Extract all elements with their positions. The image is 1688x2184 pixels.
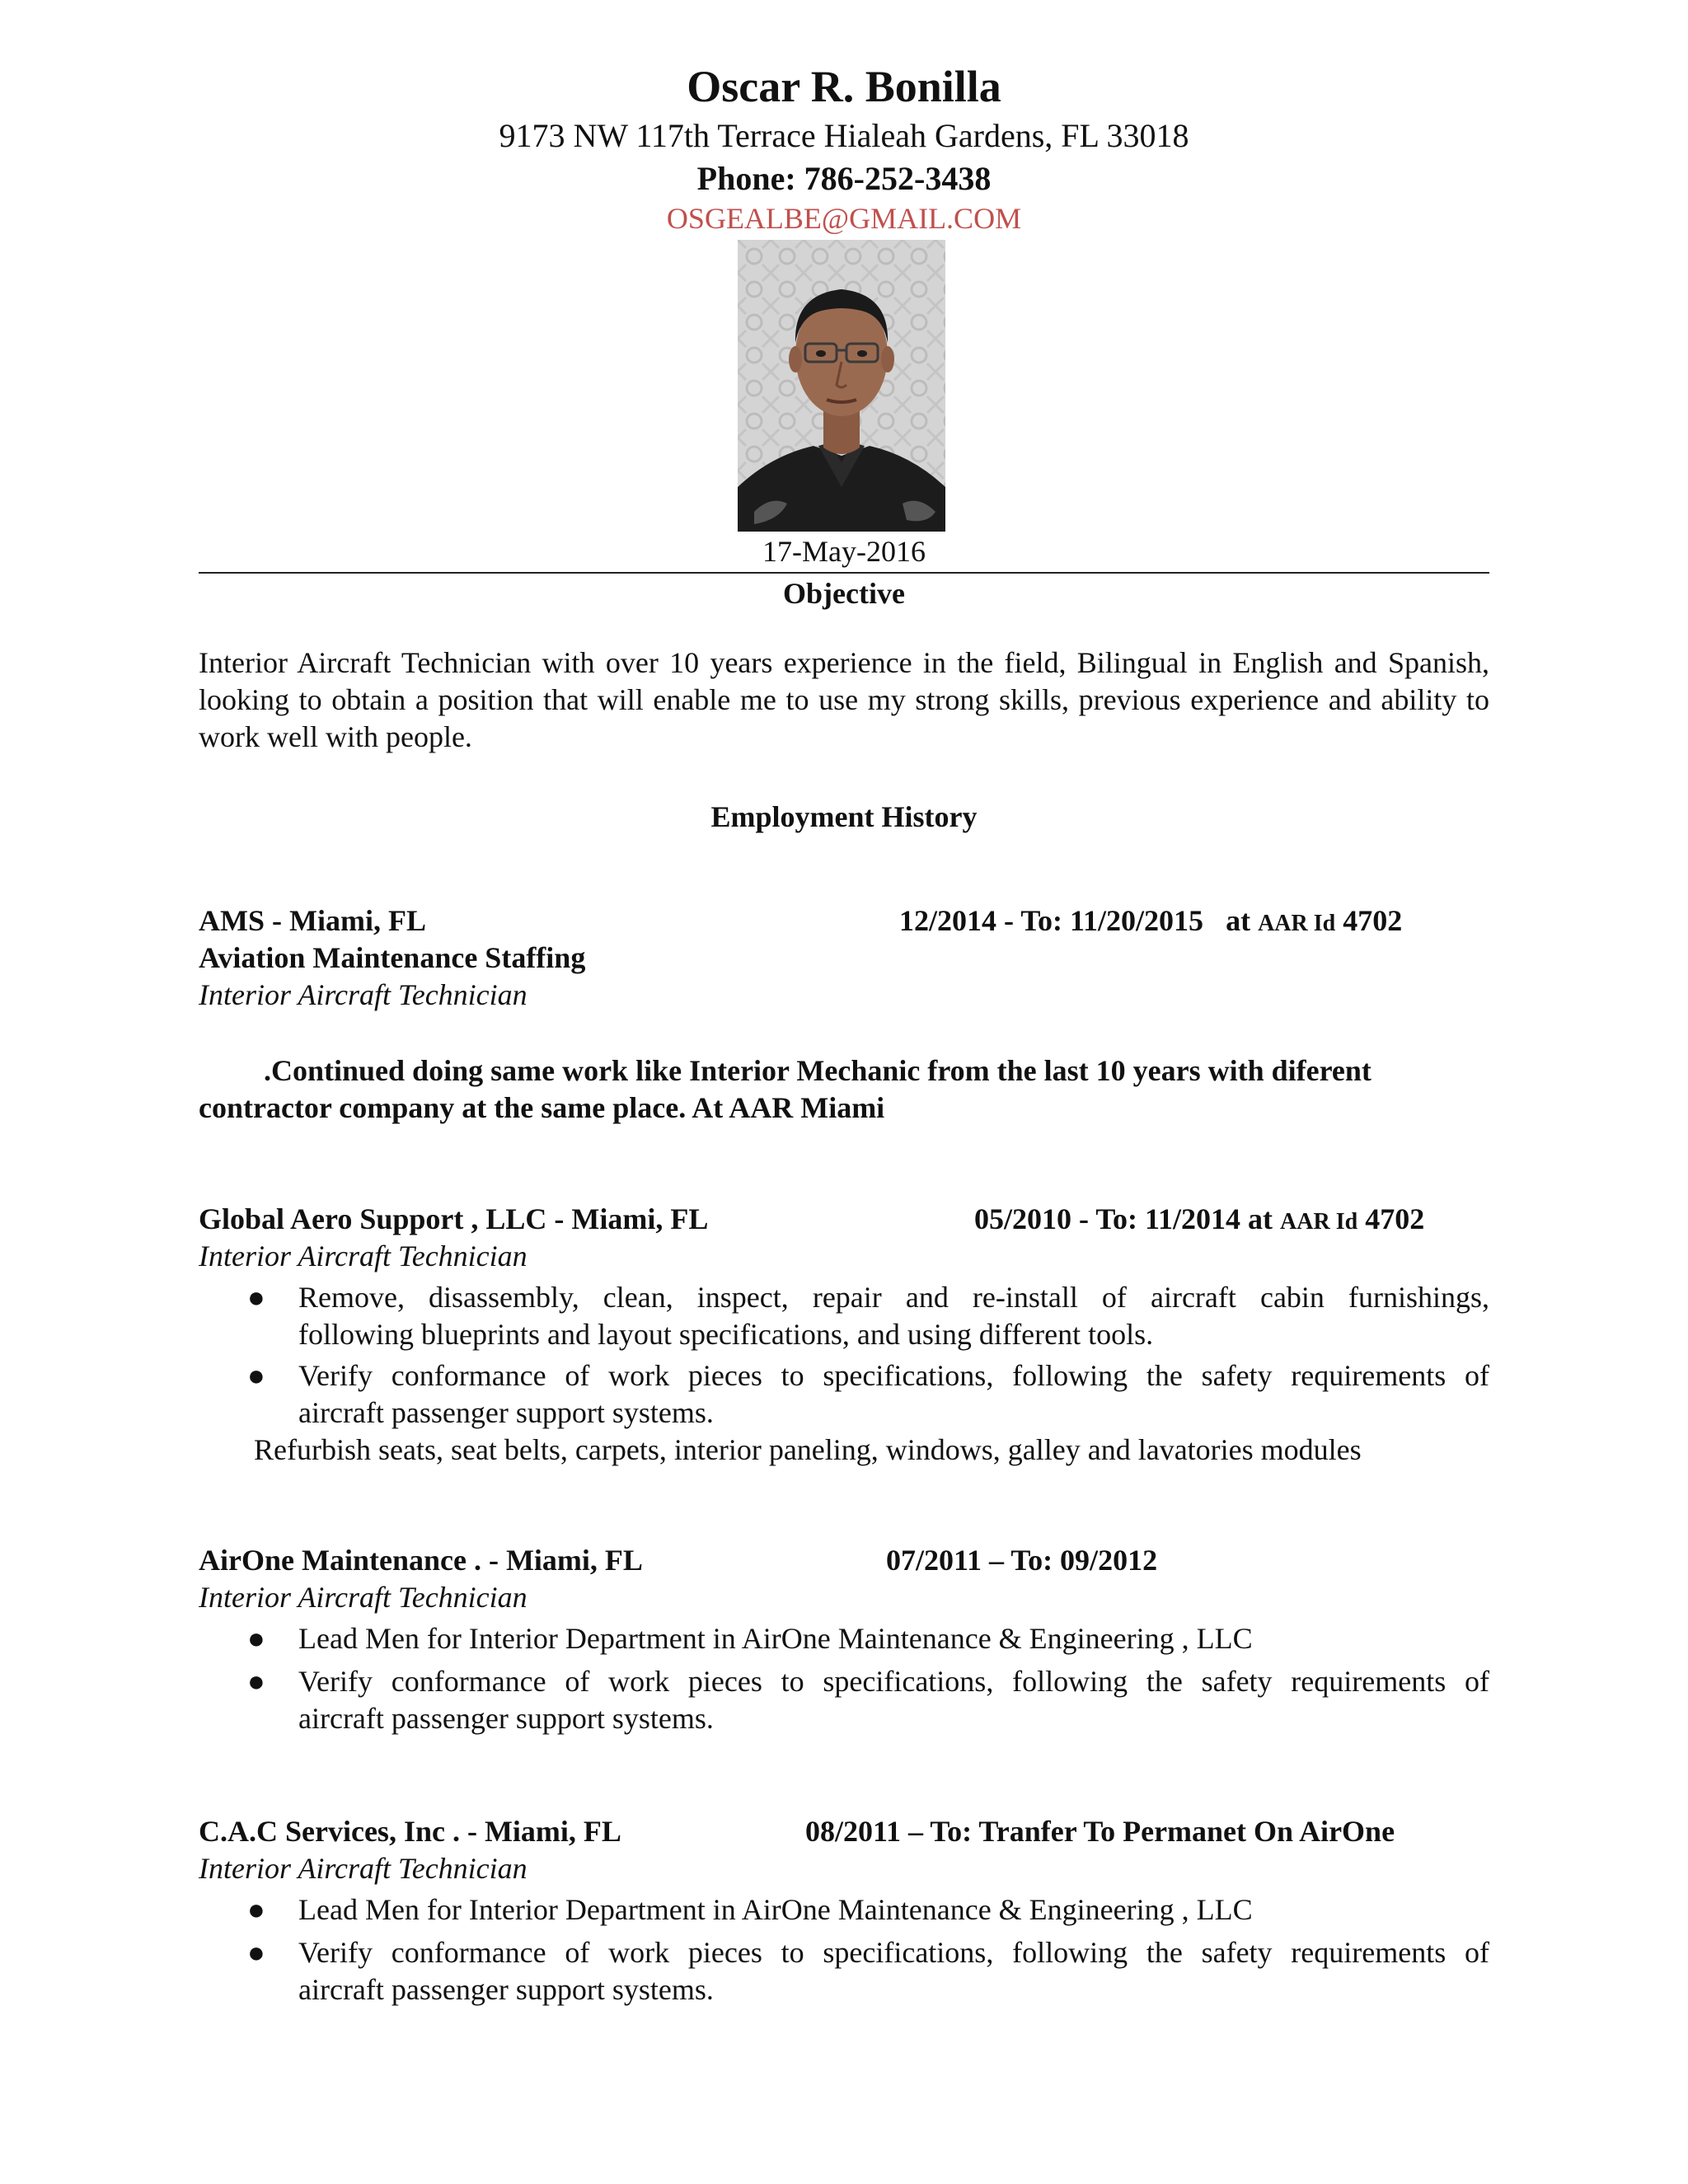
job-1-note-line-1: .Continued doing same work like Interior Mechanic from the last 10 years with diferent: [264, 1054, 1372, 1087]
job-3-dates: 07/2011 – To: 09/2012: [886, 1544, 1158, 1577]
job-1-site-id: 4702: [1343, 904, 1403, 937]
job-1-note-line-2: contractor company at the same place. At AAR Miami: [199, 1091, 885, 1124]
job-4-bullet-1: Lead Men for Interior Department in AirOne Maintenance & Engineering , LLC: [298, 1893, 1253, 1926]
header-divider: [199, 572, 1489, 574]
phone: Phone: 786-252-3438: [696, 160, 992, 197]
job-2-site-id: 4702: [1365, 1202, 1425, 1235]
job-2-company: Global Aero Support , LLC - Miami, FL: [199, 1202, 709, 1235]
job-1-site-prefix: AAR Id: [1258, 911, 1336, 936]
bullet-icon: ●: [247, 1281, 265, 1314]
job-1-date-range: 12/2014 - To: 11/20/2015: [899, 904, 1204, 937]
job-1-company-full: Aviation Maintenance Staffing: [199, 941, 586, 974]
job-4-bullet-2-line-2: aircraft passenger support systems.: [298, 1973, 714, 2006]
job-3-title: Interior Aircraft Technician: [199, 1581, 528, 1614]
employment-heading: Employment History: [710, 800, 978, 833]
candidate-name: Oscar R. Bonilla: [687, 62, 1001, 111]
bullet-icon: ●: [247, 1359, 265, 1392]
job-2-site-prefix: AAR Id: [1280, 1209, 1358, 1235]
job-1-company: AMS - Miami, FL: [199, 904, 426, 937]
bullet-icon: ●: [247, 1622, 265, 1655]
job-4-company: C.A.C Services, Inc . - Miami, FL: [199, 1815, 621, 1848]
job-3-bullet-2-line-1: Verify conformance of work pieces to specifications, following the safety requirements of: [298, 1665, 1489, 1698]
address: 9173 NW 117th Terrace Hialeah Gardens, FL 33018: [499, 117, 1189, 154]
job-3-bullet-2-line-2: aircraft passenger support systems.: [298, 1702, 714, 1735]
objective-text: Interior Aircraft Technician with over 10 years experience in the field, Bilingual in English and Spanish, looking to obtain a position that will enable me to use my strong skills, previous experience and ability to work well with people.: [199, 646, 1489, 753]
job-3-company: AirOne Maintenance . - Miami, FL: [199, 1544, 643, 1577]
job-2-title: Interior Aircraft Technician: [199, 1240, 528, 1272]
job-1-dates: [899, 902, 1402, 942]
job-2-bullet-2-line-2: aircraft passenger support systems.: [298, 1396, 714, 1429]
bullet-icon: ●: [247, 1893, 265, 1926]
job-4-title: Interior Aircraft Technician: [199, 1852, 528, 1885]
job-1-title: Interior Aircraft Technician: [199, 978, 528, 1011]
job-2-extra: Refurbish seats, seat belts, carpets, interior paneling, windows, galley and lavatories modules: [254, 1433, 1362, 1466]
bullet-icon: ●: [247, 1665, 265, 1698]
job-3-bullet-1: Lead Men for Interior Department in AirOne Maintenance & Engineering , LLC: [298, 1622, 1253, 1655]
email-link[interactable]: OSGEALBE@GMAIL.COM: [666, 202, 1022, 235]
job-2-date-range: 05/2010 - To: 11/2014 at: [974, 1202, 1273, 1235]
document-date: 17-May-2016: [762, 535, 926, 568]
job-2-dates: [974, 1201, 1424, 1240]
bullet-icon: ●: [247, 1936, 265, 1969]
job-4-bullet-2-line-1: Verify conformance of work pieces to specifications, following the safety requirements of: [298, 1936, 1489, 1969]
job-2-bullet-1-line-1: Remove, disassembly, clean, inspect, repair and re-install of aircraft cabin furnishings,: [298, 1281, 1489, 1314]
job-2-bullet-2-line-1: Verify conformance of work pieces to specifications, following the safety requirements of: [298, 1359, 1489, 1392]
job-2-bullet-1-line-2: following blueprints and layout specifications, and using different tools.: [298, 1318, 1154, 1351]
objective-heading: Objective: [783, 577, 905, 610]
job-4-dates: 08/2011 – To: Tranfer To Permanet On AirOne: [805, 1815, 1395, 1848]
profile-photo: [738, 240, 945, 532]
job-1-at: at: [1226, 904, 1251, 937]
